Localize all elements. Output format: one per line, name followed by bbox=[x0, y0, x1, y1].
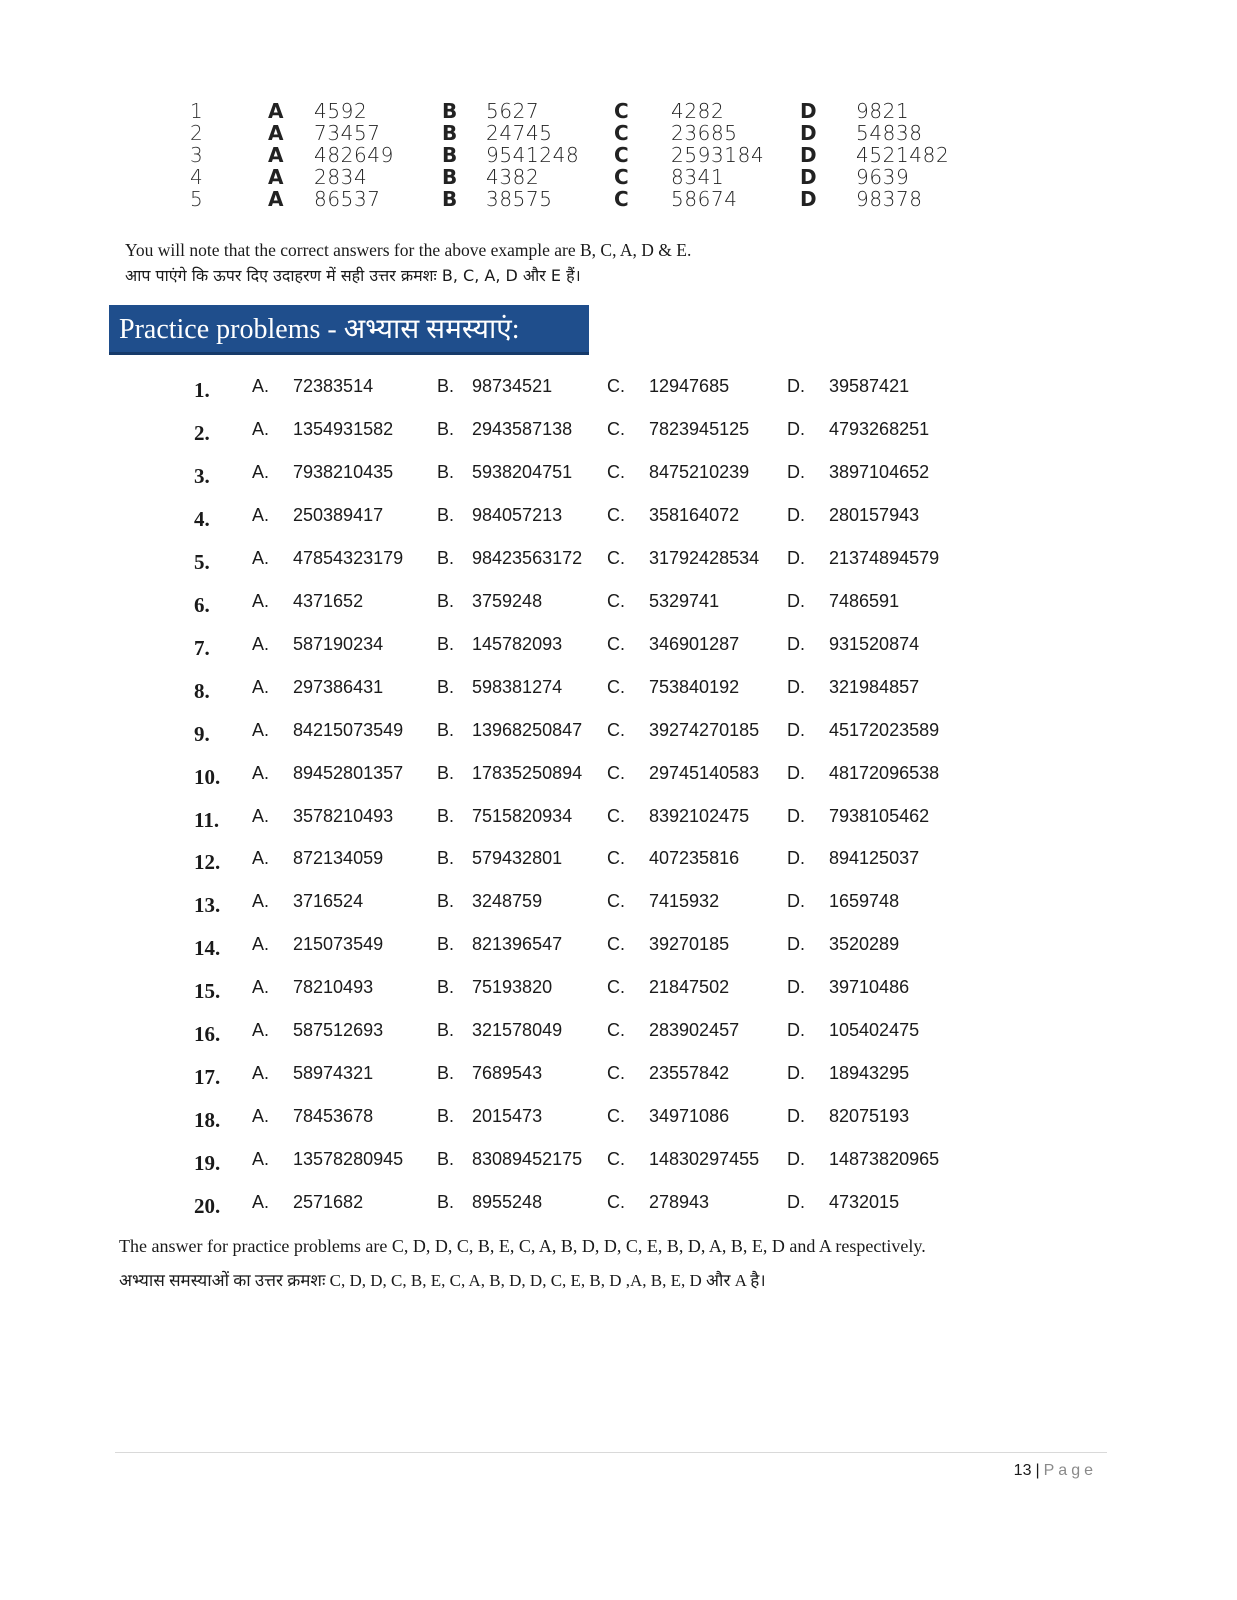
option-letter-c: C. bbox=[607, 590, 625, 611]
option-value-c: 7823945125 bbox=[649, 418, 750, 439]
example-note-hindi: आप पाएंगे कि ऊपर दिए उदाहरण में सही उत्तर क्रमशः B, C, A, D और E हैं। bbox=[125, 266, 581, 285]
problem-row bbox=[0, 763, 1237, 806]
option-value-b: 579432801 bbox=[472, 848, 563, 869]
example-row-number: 5 bbox=[190, 187, 204, 211]
option-value-b: 9541248 bbox=[486, 143, 580, 167]
option-value-b: 5627 bbox=[486, 99, 540, 123]
option-letter-d: D. bbox=[787, 762, 805, 783]
option-letter-c: C. bbox=[607, 376, 625, 396]
option-letter-c: C bbox=[614, 165, 630, 189]
option-value-c: 12947685 bbox=[649, 376, 730, 396]
option-letter-a: A bbox=[268, 187, 285, 211]
option-value-d: 1659748 bbox=[829, 891, 900, 912]
problem-row bbox=[0, 419, 1237, 462]
option-letter-a: A. bbox=[252, 1149, 270, 1170]
option-letter-a: A. bbox=[252, 934, 270, 955]
option-value-d: 45172023589 bbox=[829, 719, 940, 740]
option-letter-b: B. bbox=[437, 676, 455, 697]
option-value-b: 3248759 bbox=[472, 891, 543, 912]
option-letter-b: B. bbox=[437, 590, 455, 611]
page-number: 13 bbox=[1013, 1462, 1032, 1479]
option-value-d: 7938105462 bbox=[829, 805, 930, 826]
option-value-d: 39587421 bbox=[829, 376, 910, 396]
option-letter-b: B. bbox=[437, 977, 455, 998]
option-value-b: 4382 bbox=[486, 165, 540, 189]
option-value-b: 24745 bbox=[486, 121, 553, 145]
option-value-d: 39710486 bbox=[829, 977, 910, 998]
option-letter-b: B. bbox=[437, 762, 455, 783]
option-value-d: 321984857 bbox=[829, 676, 920, 697]
problem-number: 17. bbox=[194, 1065, 221, 1090]
problem-row bbox=[0, 1149, 1237, 1192]
option-letter-b: B. bbox=[437, 461, 455, 482]
option-letter-b: B. bbox=[437, 1149, 455, 1170]
problem-number: 13. bbox=[194, 893, 221, 918]
option-value-c: 8341 bbox=[671, 165, 725, 189]
option-value-d: 280157943 bbox=[829, 504, 920, 525]
option-letter-c: C. bbox=[607, 1192, 625, 1213]
option-value-a: 2834 bbox=[314, 165, 368, 189]
option-letter-c: C. bbox=[607, 1149, 625, 1170]
option-value-b: 5938204751 bbox=[472, 461, 573, 482]
option-value-d: 82075193 bbox=[829, 1106, 910, 1127]
option-value-d: 98378 bbox=[856, 187, 923, 211]
problem-row bbox=[0, 1106, 1237, 1149]
option-letter-d: D. bbox=[787, 848, 805, 869]
option-letter-d: D. bbox=[787, 418, 805, 439]
option-letter-d: D. bbox=[787, 805, 805, 826]
problem-row bbox=[0, 891, 1237, 934]
example-row-number: 3 bbox=[190, 143, 204, 167]
problem-row bbox=[0, 677, 1237, 720]
option-value-d: 931520874 bbox=[829, 633, 920, 654]
option-letter-b: B. bbox=[437, 1106, 455, 1127]
problem-number: 1. bbox=[194, 378, 210, 402]
option-value-b: 984057213 bbox=[472, 504, 563, 525]
option-letter-b: B bbox=[442, 187, 458, 211]
practice-problems-heading: Practice problems - अभ्यास समस्याएं: bbox=[109, 305, 589, 355]
option-value-d: 894125037 bbox=[829, 848, 920, 869]
option-value-a: 587190234 bbox=[293, 633, 384, 654]
option-letter-b: B. bbox=[437, 1192, 455, 1213]
option-letter-c: C. bbox=[607, 633, 625, 654]
option-value-c: 8392102475 bbox=[649, 805, 750, 826]
option-value-b: 83089452175 bbox=[472, 1149, 583, 1170]
problem-row bbox=[0, 720, 1237, 763]
option-value-b: 321578049 bbox=[472, 1020, 563, 1041]
option-letter-d: D bbox=[800, 121, 818, 145]
option-value-b: 17835250894 bbox=[472, 762, 583, 783]
option-value-c: 2593184 bbox=[671, 143, 765, 167]
option-letter-b: B. bbox=[437, 934, 455, 955]
option-letter-a: A. bbox=[252, 1192, 270, 1213]
option-value-b: 598381274 bbox=[472, 676, 563, 697]
problem-row bbox=[0, 934, 1237, 977]
option-letter-d: D. bbox=[787, 633, 805, 654]
option-value-c: 8475210239 bbox=[649, 461, 750, 482]
problem-row bbox=[0, 376, 1237, 419]
problem-number: 20. bbox=[194, 1194, 221, 1219]
option-letter-b: B bbox=[442, 121, 458, 145]
option-letter-c: C. bbox=[607, 977, 625, 998]
option-value-b: 3759248 bbox=[472, 590, 543, 611]
option-letter-d: D. bbox=[787, 590, 805, 611]
option-letter-d: D bbox=[800, 143, 818, 167]
option-letter-b: B. bbox=[437, 633, 455, 654]
option-letter-a: A bbox=[268, 165, 285, 189]
option-value-c: 407235816 bbox=[649, 848, 740, 869]
option-letter-c: C. bbox=[607, 418, 625, 439]
option-letter-a: A. bbox=[252, 1106, 270, 1127]
option-value-c: 14830297455 bbox=[649, 1149, 760, 1170]
option-letter-c: C. bbox=[607, 676, 625, 697]
option-letter-d: D. bbox=[787, 461, 805, 482]
option-value-d: 9821 bbox=[856, 99, 910, 123]
option-letter-b: B bbox=[442, 143, 458, 167]
option-letter-a: A. bbox=[252, 805, 270, 826]
option-letter-a: A. bbox=[252, 676, 270, 697]
option-letter-d: D. bbox=[787, 376, 805, 396]
option-letter-b: B. bbox=[437, 719, 455, 740]
option-value-a: 73457 bbox=[314, 121, 381, 145]
problem-row bbox=[0, 505, 1237, 548]
option-value-b: 7689543 bbox=[472, 1063, 543, 1084]
problem-number: 2. bbox=[194, 420, 210, 445]
problem-row bbox=[0, 977, 1237, 1020]
problem-number: 9. bbox=[194, 721, 210, 746]
option-value-a: 58974321 bbox=[293, 1063, 374, 1084]
option-letter-d: D bbox=[800, 187, 818, 211]
option-letter-c: C. bbox=[607, 1063, 625, 1084]
option-letter-d: D. bbox=[787, 1192, 805, 1213]
option-value-b: 7515820934 bbox=[472, 805, 573, 826]
option-value-d: 18943295 bbox=[829, 1063, 910, 1084]
problem-number: 10. bbox=[194, 764, 221, 789]
option-value-a: 4592 bbox=[314, 99, 368, 123]
option-letter-c: C. bbox=[607, 934, 625, 955]
example-row-number: 4 bbox=[190, 165, 204, 189]
option-value-b: 145782093 bbox=[472, 633, 563, 654]
option-letter-b: B. bbox=[437, 1020, 455, 1041]
problem-number: 7. bbox=[194, 635, 210, 660]
option-letter-d: D. bbox=[787, 891, 805, 912]
option-letter-d: D. bbox=[787, 934, 805, 955]
option-letter-b: B. bbox=[437, 504, 455, 525]
option-letter-c: C bbox=[614, 187, 630, 211]
option-letter-c: C bbox=[614, 143, 630, 167]
option-letter-a: A bbox=[268, 99, 285, 123]
footer-divider bbox=[115, 1452, 1107, 1453]
option-value-a: 215073549 bbox=[293, 934, 384, 955]
problem-row bbox=[0, 548, 1237, 591]
answer-key-hindi: अभ्यास समस्याओं का उत्तर क्रमशः C, D, D, C, B, E, C, A, B, D, D, C, E, B, D ,A, B, E, D और A है। bbox=[119, 1271, 766, 1290]
option-letter-c: C. bbox=[607, 891, 625, 912]
option-value-a: 872134059 bbox=[293, 848, 384, 869]
problem-number: 11. bbox=[194, 807, 220, 832]
option-letter-c: C. bbox=[607, 805, 625, 826]
example-note-english: You will note that the correct answers for the above example are B, C, A, D & E. bbox=[125, 240, 692, 260]
problem-row bbox=[0, 1020, 1237, 1063]
problem-row bbox=[0, 1063, 1237, 1106]
option-value-c: 278943 bbox=[649, 1192, 710, 1213]
option-value-b: 8955248 bbox=[472, 1192, 543, 1213]
option-value-a: 78210493 bbox=[293, 977, 374, 998]
option-value-c: 31792428534 bbox=[649, 547, 760, 568]
option-value-a: 250389417 bbox=[293, 504, 384, 525]
problem-number: 19. bbox=[194, 1151, 221, 1176]
problem-row bbox=[0, 591, 1237, 634]
option-letter-a: A. bbox=[252, 719, 270, 740]
option-value-b: 821396547 bbox=[472, 934, 563, 955]
option-letter-d: D bbox=[800, 165, 818, 189]
option-value-c: 358164072 bbox=[649, 504, 740, 525]
option-value-c: 753840192 bbox=[649, 676, 740, 697]
option-letter-d: D. bbox=[787, 504, 805, 525]
option-value-a: 3578210493 bbox=[293, 805, 394, 826]
option-value-a: 84215073549 bbox=[293, 719, 404, 740]
problem-number: 8. bbox=[194, 678, 210, 703]
option-letter-a: A. bbox=[252, 461, 270, 482]
option-value-d: 54838 bbox=[856, 121, 923, 145]
problem-row bbox=[0, 634, 1237, 677]
problem-number: 3. bbox=[194, 463, 210, 488]
option-value-b: 98423563172 bbox=[472, 547, 583, 568]
option-value-c: 34971086 bbox=[649, 1106, 730, 1127]
option-letter-d: D. bbox=[787, 547, 805, 568]
problem-number: 18. bbox=[194, 1108, 221, 1133]
option-letter-c: C. bbox=[607, 848, 625, 869]
option-value-a: 86537 bbox=[314, 187, 381, 211]
option-letter-c: C bbox=[614, 121, 630, 145]
option-value-c: 4282 bbox=[671, 99, 725, 123]
problem-number: 12. bbox=[194, 850, 221, 875]
option-letter-d: D. bbox=[787, 676, 805, 697]
option-value-b: 2015473 bbox=[472, 1106, 543, 1127]
option-value-a: 587512693 bbox=[293, 1020, 384, 1041]
option-value-a: 297386431 bbox=[293, 676, 384, 697]
option-value-d: 4521482 bbox=[856, 143, 950, 167]
problem-row bbox=[0, 1192, 1237, 1235]
option-value-a: 47854323179 bbox=[293, 547, 404, 568]
option-letter-b: B. bbox=[437, 805, 455, 826]
problem-number: 15. bbox=[194, 979, 221, 1004]
option-value-a: 89452801357 bbox=[293, 762, 404, 783]
problem-number: 4. bbox=[194, 506, 210, 531]
option-letter-d: D. bbox=[787, 1020, 805, 1041]
option-value-c: 7415932 bbox=[649, 891, 720, 912]
problem-number: 14. bbox=[194, 936, 221, 961]
option-value-a: 1354931582 bbox=[293, 418, 394, 439]
option-value-a: 13578280945 bbox=[293, 1149, 404, 1170]
option-letter-d: D. bbox=[787, 1149, 805, 1170]
option-value-c: 23685 bbox=[671, 121, 738, 145]
option-letter-d: D bbox=[800, 99, 818, 123]
problem-number: 16. bbox=[194, 1022, 221, 1047]
option-letter-a: A. bbox=[252, 1063, 270, 1084]
option-value-a: 78453678 bbox=[293, 1106, 374, 1127]
option-value-d: 7486591 bbox=[829, 590, 900, 611]
option-letter-c: C. bbox=[607, 1106, 625, 1127]
option-value-d: 21374894579 bbox=[829, 547, 940, 568]
example-row-number: 1 bbox=[190, 99, 204, 123]
option-letter-d: D. bbox=[787, 1106, 805, 1127]
option-letter-a: A bbox=[268, 143, 285, 167]
option-value-d: 48172096538 bbox=[829, 762, 940, 783]
page-footer bbox=[1014, 1462, 1097, 1480]
option-letter-a: A. bbox=[252, 376, 270, 396]
option-value-c: 39274270185 bbox=[649, 719, 760, 740]
option-value-c: 346901287 bbox=[649, 633, 740, 654]
option-value-b: 98734521 bbox=[472, 376, 553, 396]
option-value-a: 7938210435 bbox=[293, 461, 394, 482]
option-letter-a: A. bbox=[252, 891, 270, 912]
option-value-c: 23557842 bbox=[649, 1063, 730, 1084]
option-letter-a: A. bbox=[252, 547, 270, 568]
option-value-a: 3716524 bbox=[293, 891, 364, 912]
option-value-b: 38575 bbox=[486, 187, 553, 211]
problem-row bbox=[0, 462, 1237, 505]
option-value-c: 29745140583 bbox=[649, 762, 760, 783]
option-value-c: 283902457 bbox=[649, 1020, 740, 1041]
option-letter-b: B. bbox=[437, 418, 455, 439]
option-value-d: 4732015 bbox=[829, 1192, 900, 1213]
option-value-a: 2571682 bbox=[293, 1192, 364, 1213]
option-letter-a: A. bbox=[252, 418, 270, 439]
option-letter-c: C bbox=[614, 99, 630, 123]
option-value-a: 72383514 bbox=[293, 376, 374, 396]
problem-row bbox=[0, 806, 1237, 849]
option-letter-a: A. bbox=[252, 762, 270, 783]
option-letter-b: B. bbox=[437, 848, 455, 869]
option-letter-a: A. bbox=[252, 504, 270, 525]
option-letter-c: C. bbox=[607, 719, 625, 740]
option-value-d: 3520289 bbox=[829, 934, 900, 955]
option-value-d: 9639 bbox=[856, 165, 910, 189]
option-value-c: 5329741 bbox=[649, 590, 720, 611]
option-letter-a: A. bbox=[252, 977, 270, 998]
option-value-d: 3897104652 bbox=[829, 461, 930, 482]
option-value-a: 4371652 bbox=[293, 590, 364, 611]
option-value-c: 58674 bbox=[671, 187, 738, 211]
option-value-d: 4793268251 bbox=[829, 418, 930, 439]
option-letter-a: A bbox=[268, 121, 285, 145]
option-letter-c: C. bbox=[607, 1020, 625, 1041]
option-value-b: 2943587138 bbox=[472, 418, 573, 439]
option-value-c: 21847502 bbox=[649, 977, 730, 998]
option-letter-c: C. bbox=[607, 547, 625, 568]
option-letter-d: D. bbox=[787, 977, 805, 998]
option-value-b: 75193820 bbox=[472, 977, 553, 998]
option-letter-b: B. bbox=[437, 1063, 455, 1084]
footer-separator: | bbox=[1035, 1462, 1040, 1479]
option-letter-d: D. bbox=[787, 719, 805, 740]
problem-number: 5. bbox=[194, 549, 210, 574]
answer-key-english: The answer for practice problems are C, D, D, C, B, E, C, A, B, D, D, C, E, B, D, A, B, E, D and A respectively. bbox=[119, 1236, 926, 1256]
option-letter-c: C. bbox=[607, 461, 625, 482]
option-value-c: 39270185 bbox=[649, 934, 730, 955]
option-value-b: 13968250847 bbox=[472, 719, 583, 740]
option-letter-d: D. bbox=[787, 1063, 805, 1084]
option-value-a: 482649 bbox=[314, 143, 394, 167]
page-label: Page bbox=[1043, 1462, 1097, 1479]
option-letter-a: A. bbox=[252, 590, 270, 611]
option-letter-b: B. bbox=[437, 891, 455, 912]
option-value-d: 14873820965 bbox=[829, 1149, 940, 1170]
option-letter-a: A. bbox=[252, 1020, 270, 1041]
option-value-d: 105402475 bbox=[829, 1020, 920, 1041]
problem-row bbox=[0, 848, 1237, 891]
option-letter-c: C. bbox=[607, 504, 625, 525]
option-letter-b: B bbox=[442, 99, 458, 123]
option-letter-c: C. bbox=[607, 762, 625, 783]
problem-number: 6. bbox=[194, 592, 210, 617]
option-letter-b: B. bbox=[437, 376, 455, 396]
option-letter-b: B bbox=[442, 165, 458, 189]
option-letter-a: A. bbox=[252, 848, 270, 869]
example-row-number: 2 bbox=[190, 121, 204, 145]
option-letter-a: A. bbox=[252, 633, 270, 654]
option-letter-b: B. bbox=[437, 547, 455, 568]
